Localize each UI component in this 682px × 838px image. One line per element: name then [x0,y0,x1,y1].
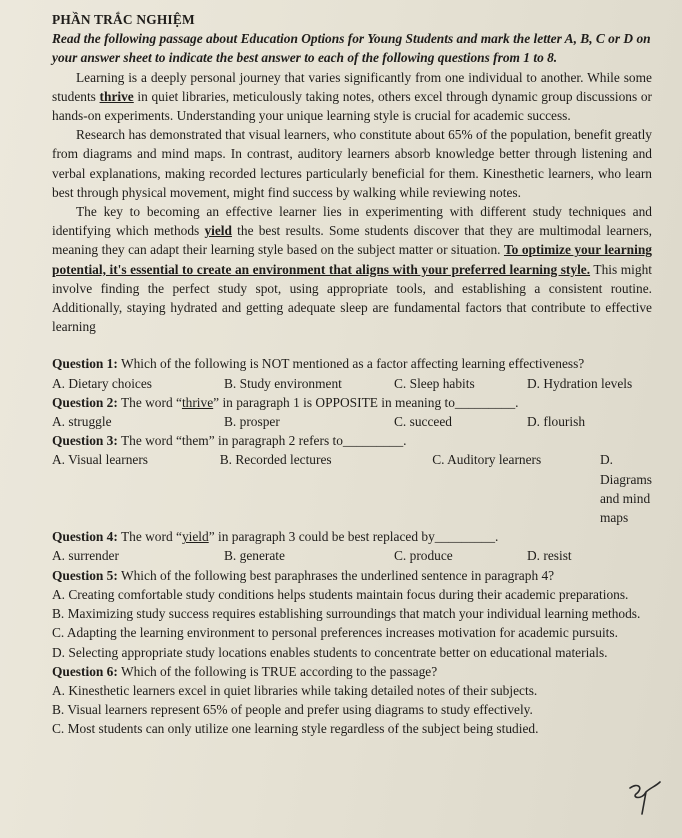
option-d[interactable]: D. Selecting appropriate study locations enables students to concentrate better on educational materials. [52,644,608,660]
option-a[interactable]: A. Creating comfortable study conditions helps students maintain focus during their academic preparations. [52,586,629,602]
option-a[interactable]: A. struggle [52,414,112,430]
option-d[interactable]: D. Hydration levels [527,375,633,391]
instructions: Read the following passage about Education Options for Young Students and mark the letter A, B, C or D on your answer sheet to indicate the best answer to each of the following questions from 1 to 8. [52,31,651,66]
option-c[interactable]: C. Auditory learners [432,452,542,468]
word-yield: yield [204,223,232,239]
handwritten-mark-icon [624,778,664,818]
option-c[interactable]: C. Adapting the learning environment to personal preferences increases motivation for academic pursuits. [52,625,618,641]
question-4-options [52,546,652,565]
option-a[interactable]: A. Dietary choices [52,375,153,391]
question-1: Question 1: Which of the following is NOT mentioned as a factor affecting learning effectiveness? [52,356,585,372]
question-3-options [52,450,652,527]
option-a[interactable]: A. Kinesthetic learners excel in quiet libraries while taking detailed notes of their subjects. [52,682,538,698]
option-b[interactable]: B. generate [224,548,285,564]
option-c[interactable]: C. succeed [394,414,453,430]
paragraph-1: Learning is a deeply personal journey that varies significantly from one individual to another. While some students thrive in quiet libraries, meticulously taking notes, others excel through dynamic group discussions or hands-on experiments. Understanding your unique learning style is crucial for academic success. [52,69,652,124]
question-5: Question 5: Which of the following best paraphrases the underlined sentence in paragraph 4? [52,567,555,583]
option-b[interactable]: B. Maximizing study success requires establishing surroundings that match your individual learning methods. [52,606,641,622]
question-4: Question 4: The word “yield” in paragraph 3 could be best replaced by_________. [52,529,499,545]
option-d[interactable]: D. flourish [527,414,586,430]
option-b[interactable]: B. Study environment [224,375,342,391]
word-thrive: thrive [99,88,134,104]
option-b[interactable]: B. Recorded lectures [219,452,332,468]
option-a[interactable]: A. surrender [52,548,119,564]
option-c[interactable]: C. Most students can only utilize one learning style regardless of the subject being studied. [52,721,539,737]
question-3: Question 3: The word “them” in paragraph 2 refers to_________. [52,433,407,449]
option-d[interactable]: D. Diagrams and mind maps [599,452,653,526]
paragraph-3: The key to becoming an effective learner lies in experimenting with different study techniques and identifying which methods yield the best results. Some students discover that they are multimodal learners, meaning they can adapt their learning style based on the subject matter or situation. To optimize your learning potential, it's essential to create an environment that aligns with your preferred learning style. This might involve finding the perfect study spot, using appropriate tools, and establishing a consistent routine. Additionally, staying hydrated and getting adequate sleep are fundamental factors that contribute to effective learning [52,204,653,335]
question-6: Question 6: Which of the following is TRUE according to the passage? [52,663,438,679]
option-a[interactable]: A. Visual learners [52,452,149,468]
option-c[interactable]: C. Sleep habits [394,375,475,391]
question-1-options [52,374,652,393]
underlined-sentence: To optimize your learning potential, it's essential to create an environment that aligns with your preferred learning style. [52,242,652,277]
section-title: PHẦN TRẮC NGHIỆM [52,12,195,27]
question-2-options [52,412,652,431]
option-d[interactable]: D. resist [527,548,572,564]
option-b[interactable]: B. prosper [224,414,280,430]
option-c[interactable]: C. produce [394,548,453,564]
paragraph-2: Research has demonstrated that visual learners, who constitute about 65% of the population, benefit greatly from diagrams and mind maps. In contrast, auditory learners absorb knowledge better through listening and verbal explanations, making recorded lectures particularly beneficial for them. Kinesthetic learners, who learn best through physical movement, might find success by walking while reviewing notes. [52,127,652,200]
question-2: Question 2: The word “thrive” in paragraph 1 is OPPOSITE in meaning to_________. [52,394,519,410]
option-b[interactable]: B. Visual learners represent 65% of people and prefer using diagrams to study effectively. [52,702,533,718]
